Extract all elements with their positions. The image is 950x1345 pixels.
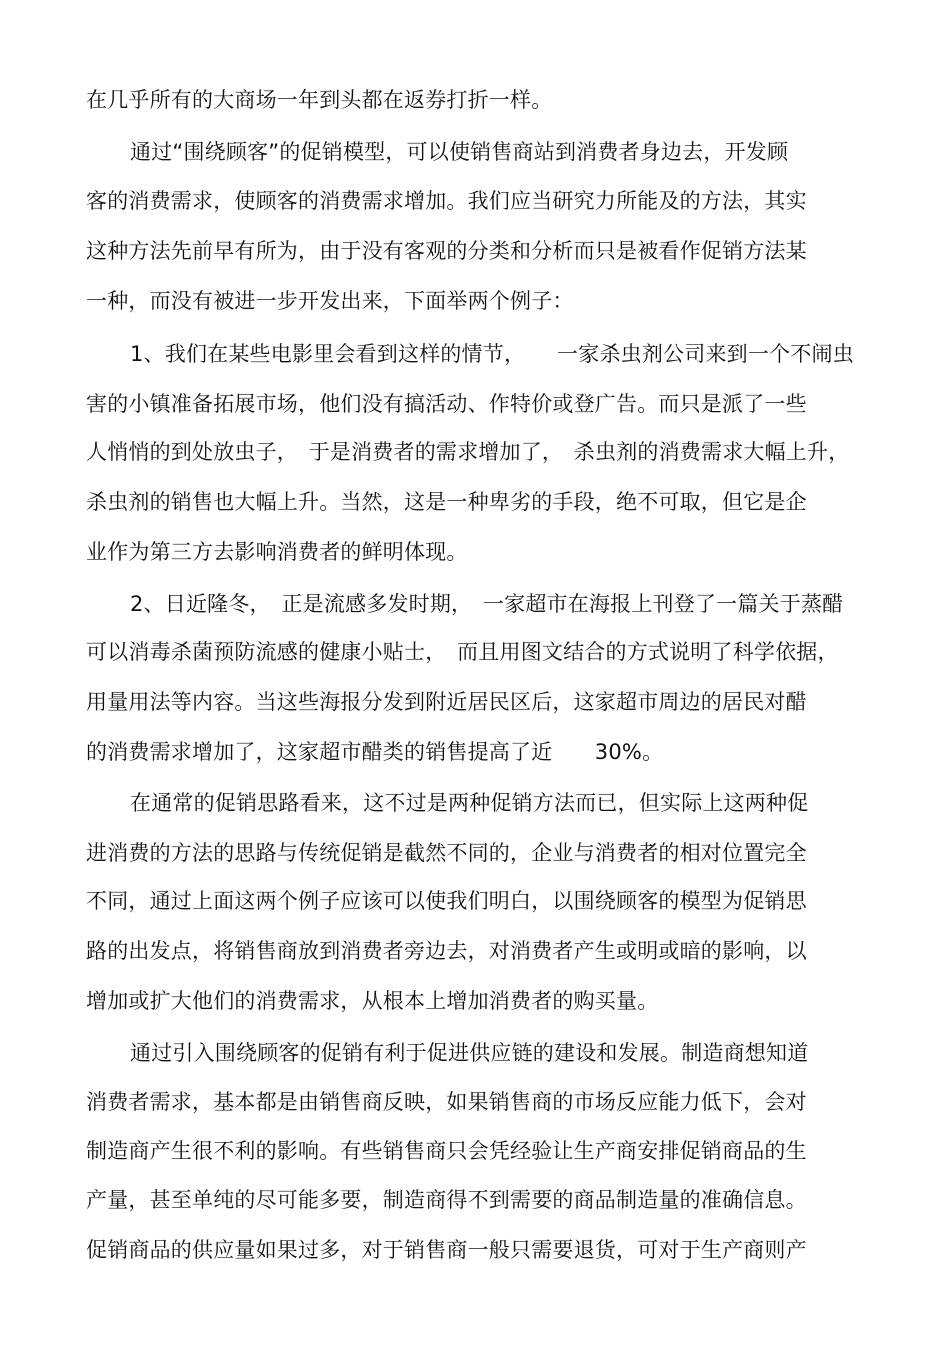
text-line: 在通常的促销思路看来，这不过是两种促销方法而已，但实际上这两种促 (130, 791, 809, 815)
text-line: 客的消费需求，使顾客的消费需求增加。我们应当研究力所能及的方法，其实 (86, 189, 807, 213)
text-line: 制造商产生很不利的影响。有些销售商只会凭经验让生产商安排促销商品的生 (86, 1139, 807, 1163)
text-line: 害的小镇准备拓展市场，他们没有搞活动、作特价或登广告。而只是派了一些 (86, 392, 807, 416)
text-line: 杀虫剂的销售也大幅上升。当然，这是一种卑劣的手段，绝不可取，但它是企 (86, 490, 807, 514)
text-line: 1、我们在某些电影里会看到这样的情节， 一家杀虫剂公司来到一个不闹虫 (130, 342, 854, 366)
text-line: 在几乎所有的大商场一年到头都在返券打折一样。 (86, 88, 553, 112)
text-line: 增加或扩大他们的消费需求，从根本上增加消费者的购买量。 (86, 989, 659, 1013)
text-line: 用量用法等内容。当这些海报分发到附近居民区后，这家超市周边的居民对醋 (86, 690, 807, 714)
text-line: 可以消毒杀菌预防流感的健康小贴士， 而且用图文结合的方式说明了科学依据， (86, 640, 839, 664)
text-line: 这种方法先前早有所为，由于没有客观的分类和分析而只是被看作促销方法某 (86, 239, 807, 263)
text-line: 促销商品的供应量如果过多，对于销售商一般只需要退货，可对于生产商则产 (86, 1238, 807, 1262)
text-line: 不同，通过上面这两个例子应该可以使我们明白，以围绕顾客的模型为促销思 (86, 889, 807, 913)
text-line: 通过“围绕顾客”的促销模型，可以使销售商站到消费者身边去，开发顾 (130, 140, 789, 164)
text-line: 人悄悄的到处放虫子， 于是消费者的需求增加了， 杀虫剂的消费需求大幅上升， (86, 440, 850, 464)
text-line: 消费者需求，基本都是由销售商反映，如果销售商的市场反应能力低下，会对 (86, 1090, 807, 1114)
text-line: 业作为第三方去影响消费者的鲜明体现。 (86, 540, 468, 564)
text-line: 路的出发点，将销售商放到消费者旁边去，对消费者产生或明或暗的影响，以 (86, 939, 807, 963)
text-line: 2、日近隆冬， 正是流感多发时期， 一家超市在海报上刊登了一篇关于蒸醋 (130, 592, 844, 616)
text-line: 的消费需求增加了，这家超市醋类的销售提高了近 30%。 (86, 740, 664, 764)
text-line: 一种，而没有被进一步开发出来，下面举两个例子： (86, 289, 574, 313)
text-line: 通过引入围绕顾客的促销有利于促进供应链的建设和发展。制造商想知道 (130, 1041, 809, 1065)
text-line: 产量，甚至单纯的尽可能多要，制造商得不到需要的商品制造量的准确信息。 (86, 1188, 807, 1212)
text-line: 进消费的方法的思路与传统促销是截然不同的，企业与消费者的相对位置完全 (86, 841, 807, 865)
